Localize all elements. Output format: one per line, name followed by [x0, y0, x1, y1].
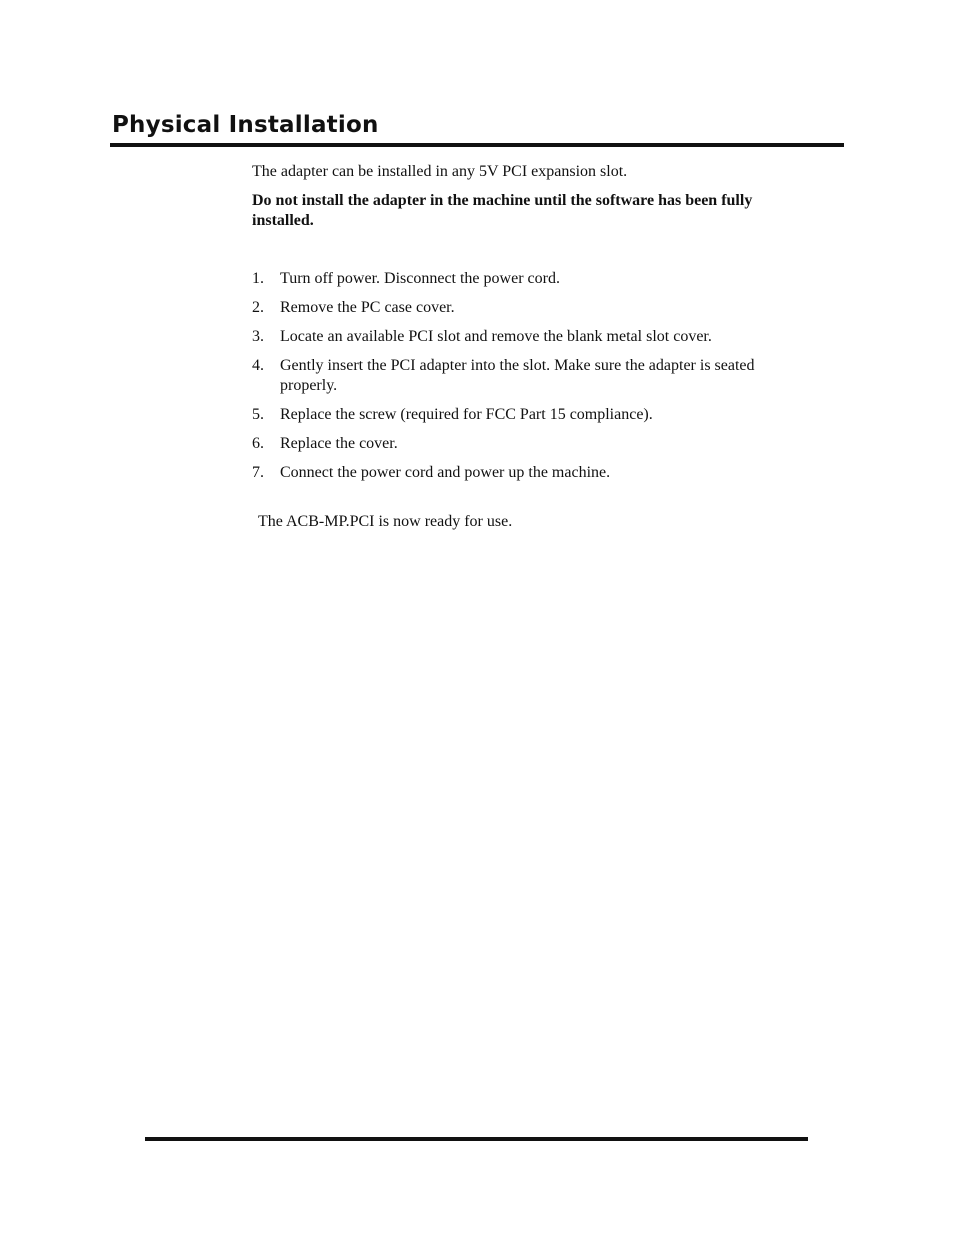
- step-number: 3.: [252, 328, 264, 345]
- step-item: [252, 463, 812, 483]
- step-text: Connect the power cord and power up the machine.: [280, 464, 611, 481]
- step-number: 2.: [252, 299, 264, 316]
- step-item: [252, 434, 812, 454]
- intro-paragraph: The adapter can be installed in any 5V PCI expansion slot.: [252, 163, 628, 180]
- step-text: Replace the cover.: [280, 435, 398, 452]
- step-text: Locate an available PCI slot and remove the blank metal slot cover.: [280, 328, 712, 345]
- step-number: 6.: [252, 435, 264, 452]
- step-item: [252, 405, 812, 425]
- step-item: [252, 356, 812, 396]
- closing-paragraph: The ACB-MP.PCI is now ready for use.: [258, 513, 513, 530]
- heading-divider: [110, 143, 844, 147]
- step-text: Gently insert the PCI adapter into the slot. Make sure the adapter is seated properly.: [280, 357, 755, 394]
- step-number: 5.: [252, 406, 264, 423]
- installation-steps: [252, 269, 812, 483]
- document-body: [252, 162, 812, 532]
- step-text: Replace the screw (required for FCC Part 15 compliance).: [280, 406, 653, 423]
- step-item: [252, 269, 812, 289]
- step-number: 7.: [252, 464, 264, 481]
- footer-divider: [145, 1137, 808, 1141]
- step-text: Remove the PC case cover.: [280, 299, 455, 316]
- step-item: [252, 327, 812, 347]
- step-item: [252, 298, 812, 318]
- section-title: Physical Installation: [112, 112, 379, 138]
- step-number: 1.: [252, 270, 264, 287]
- warning-paragraph: Do not install the adapter in the machine until the software has been fully installed.: [252, 192, 753, 229]
- step-number: 4.: [252, 357, 264, 374]
- step-text: Turn off power. Disconnect the power cord.: [280, 270, 560, 287]
